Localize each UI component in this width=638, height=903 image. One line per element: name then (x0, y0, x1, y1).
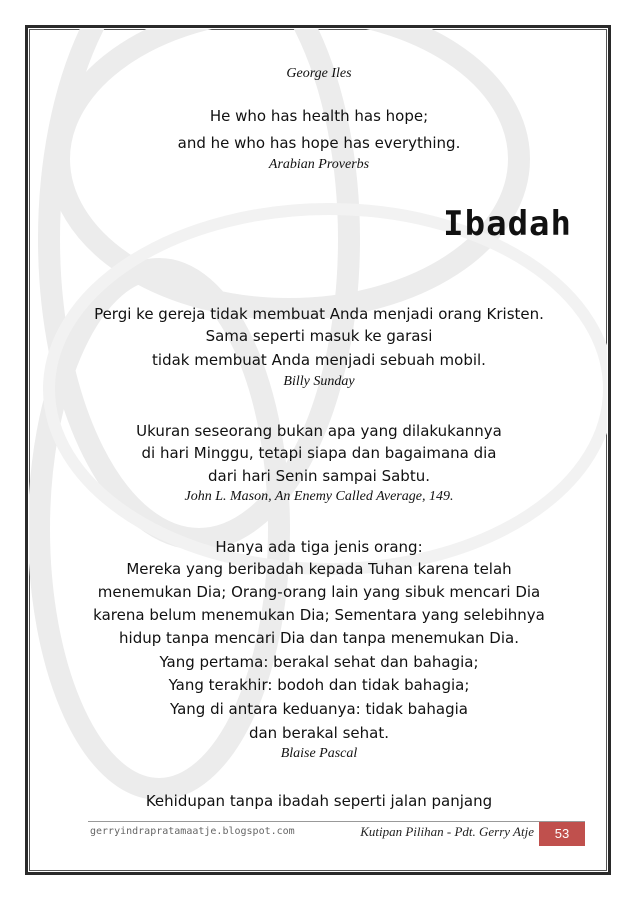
quote-line: dan berakal sehat. (248, 724, 390, 742)
quote-line: Yang pertama: berakal sehat dan bahagia; (159, 653, 479, 671)
footer-website: gerryindrapratamaatje.blogspot.com (90, 826, 295, 837)
page-number-badge: 53 (539, 822, 585, 846)
quote-source: Arabian Proverbs (268, 157, 370, 172)
footer-title: Kutipan Pilihan - Pdt. Gerry Atje (360, 824, 534, 839)
quote-line: and he who has hope has everything. (177, 134, 461, 152)
quote-line: He who has health has hope; (209, 107, 429, 125)
quote-line: Kehidupan tanpa ibadah seperti jalan panjang (145, 792, 493, 810)
quote-line: karena belum menemukan Dia; Sementara yang selebihnya (93, 606, 545, 624)
quote-attribution: George Iles (286, 66, 352, 81)
quote-line: di hari Minggu, tetapi siapa dan bagaimana dia (141, 444, 497, 462)
quote-source: Billy Sunday (283, 374, 355, 389)
quote-source: John L. Mason, An Enemy Called Average, 149. (184, 489, 454, 504)
quote-line: hidup tanpa mencari Dia dan tanpa menemukan Dia. (119, 629, 519, 647)
quote-source: Blaise Pascal (280, 746, 358, 761)
quote-line: Yang di antara keduanya: tidak bahagia (170, 700, 468, 718)
quote-line: Mereka yang beribadah kepada Tuhan karena telah (126, 560, 512, 578)
quote-line: Hanya ada tiga jenis orang: (215, 538, 423, 556)
quote-line: Sama seperti masuk ke garasi (205, 327, 433, 345)
footer-divider (88, 821, 585, 822)
section-heading: Ibadah (443, 204, 572, 244)
quote-line: menemukan Dia; Orang-orang lain yang sibuk mencari Dia (97, 583, 541, 601)
quote-line: Yang terakhir: bodoh dan tidak bahagia; (168, 676, 470, 694)
quote-line: Ukuran seseorang bukan apa yang dilakukannya (136, 422, 502, 440)
quote-line: tidak membuat Anda menjadi sebuah mobil. (152, 351, 486, 369)
quote-line: Pergi ke gereja tidak membuat Anda menjadi orang Kristen. (94, 305, 544, 323)
quote-line: dari hari Senin sampai Sabtu. (208, 467, 430, 485)
